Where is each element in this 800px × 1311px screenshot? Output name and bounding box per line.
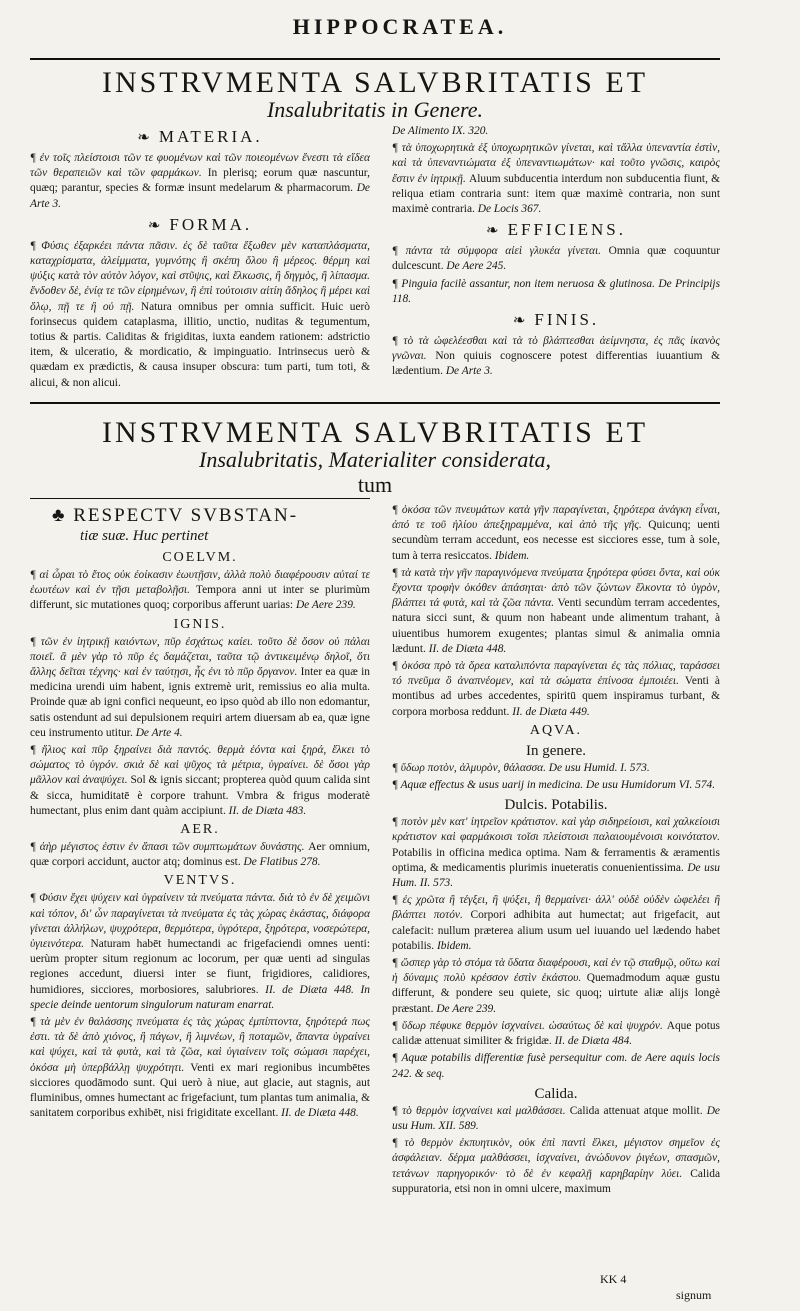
dulcis-paragraph-3: ¶ ὥσπερ γὰρ τὸ στόμα τὰ ὕδατα διαφέρουσι, καὶ ἐν τῷ σταθμῷ, οὕτω καὶ ἡ δύναμις πολὺ κρέσσον ἐστὶν ἑκάστου. Quemadmodum aquæ gustu differunt, & pondere seu quiete, sic quoq; uirtute aliæ alijs longè præstant. De Aere 239.	[392, 957, 720, 1015]
right-paragraph-2: ¶ τὰ κατὰ τὴν γῆν παραγινόμενα πνεύματα ξηρότερα φύσει ὄντα, καὶ οὐκ ἔχοντα τροφὴν ὁκόθεν ἀπάσηται· ἀπὸ τῶν ζώντων ἕλκοντα τὸ ὑγρὸν, βλάπτει τά φυτὰ, καὶ τὰ ζῶα πάντα. Venti secundùm terram accedentes, natura sicci sunt, & quum non habeant unde alimentum trahant, à uiuentibus humorem exugentes; plantas simul & animalia omnia lædunt. II. de Diæta 448.	[392, 566, 720, 655]
right-paragraph-3: ¶ ὁκόσα πρὸ τὰ ὄρεα καταλιπόντα παραγίνεται ἐς τὰς πόλιας, ταράσσει τό πνεῦμα ὃ ἀναπνέομεν, καὶ τὰ σώματα ἐπίνοσα ἐμποιέει. Venti à montibus ad urbes accedentes, spiritū quem inspiramus turbant, & corpora morbosa reddunt. II. de Diæta 449.	[392, 660, 720, 718]
aer-paragraph: ¶ ἀὴρ μέγιστος ἐστιν ἐν ἅπασι τῶν συμπτωμάτων δυνάστης. Aer omnium, quæ corpori accidunt, auctor atq; dominus est. De Flatibus 278.	[30, 841, 370, 869]
calida-paragraph-1: ¶ τὸ θερμὸν ἰσχναίνει καὶ μαλθάσσει. Calida attenuat atque mollit. De usu Hum. XII. 589.	[392, 1104, 720, 1132]
respectu-heading: ♣ RESPECTV SVBSTAN-	[52, 505, 299, 526]
dulcis-paragraph-2: ¶ ἐς χρῶτα ἢ τέγξει, ἢ ψύξει, ἢ θερμαίνει· ἀλλ' οὐδὲ οὐδὲν ὠφελέει ἢ βλάπτει ποτόν. Corpori adhibita aut humectat; aut frigefacit, aut calefacit: nullum præterea alium usum uel iuuando uel lædendo habet potabilis. Ibidem.	[392, 894, 720, 952]
dulcis-heading: Dulcis. Potabilis.	[504, 797, 608, 814]
efficiens-heading: ❧ EFFICIENS.	[486, 220, 626, 240]
fleuron-icon: ❧	[486, 223, 502, 240]
materia-heading: ❧ MATERIA.	[137, 127, 263, 146]
efficiens-paragraph-1: ¶ πάντα τὰ σύμφορα αἰεὶ γλυκέα γίνεται. Omnia quæ coquuntur dulcescunt. De Aere 245.	[392, 245, 720, 273]
signature-mark: KK 4	[600, 1272, 627, 1286]
fleuron-icon: ❧	[137, 130, 153, 146]
aqua-heading: AQVA.	[529, 722, 583, 738]
section1-subtitle: Insalubritatis in Genere.	[266, 97, 484, 122]
fleuron-icon: ❧	[512, 313, 529, 330]
ignis-paragraph-1: ¶ τῶν ἐν ἰητρικῇ καιόντων, πῦρ ἐσχάτως καίει. τοῦτο δὲ ὅσον οὐ πάλαι ποιεῖ. ἃ μὲν γὰρ τὸ πῦρ ἐς δαμάζεται, ταῦτα τῷ ἀντικειμένῳ δηλοῖ, ὅτι ἄλλης δεῖται τέχνης· καὶ ἐν ταύτῃσι, ἧς ἐνι τὸ πῦρ ὄργανον. Inter ea quæ in medicina urendi uim habent, ignis extremè urit, remissius eo alia multa. Proinde quæ ab igni confici nequeunt, eo ipso quòd ab illo non edomantur, satis ostendunt ad sui depulsionem requiri artem diuersam ab ea, quæ igne ceu instrumento utitur. De Arte 4.	[30, 635, 370, 739]
left-rule	[30, 498, 370, 499]
section2-title: INSTRVMENTA SALVBRITATIS ET	[101, 416, 649, 449]
section1-left-column	[30, 124, 370, 393]
in-genere-heading: In genere.	[526, 742, 586, 759]
finis-heading: ❧ FINIS.	[512, 310, 600, 330]
dulcis-paragraph-4: ¶ ὕδωρ πέφυκε θερμὸν ἰσχναίνει. ὡσαύτως δὲ καὶ ψυχρόν. Aque potus calidæ attenuat similiter & frigidæ. II. de Diæta 484.	[392, 1019, 720, 1048]
coelum-heading: COELVM.	[162, 550, 238, 565]
running-head: HIPPOCRATEA.	[292, 14, 508, 39]
middle-rule	[30, 402, 720, 404]
aqua-paragraph-1: ¶ ὕδωρ ποτὸν, ἁλμυρὸν, θάλασσα. De usu Humid. I. 573.	[392, 761, 650, 774]
finis-paragraph: ¶ τὸ τὰ ὠφελέεσθαι καὶ τὰ τὸ βλάπτεσθαι ἀείμνηστα, ἐς πᾶς ἱκανὸς γνῶναι. Non quiuis cognoscere potest differentias iuuantium & lædentium. De Arte 3.	[392, 335, 720, 378]
dulcis-paragraph-1: ¶ ποτὸν μὲν κατ' ἰητρεῖον κράτιστον. καὶ γὰρ σιδηρείοισι, καὶ χαλκείοισι κράτιστον καὶ φαρμάκοισι τοῖσι πλείστοισι παλαιουμένοισι κοινότατον. Potabilis in officina medica optima. Nam & ferramentis & æramentis optima, & medicamentis plurimis inueteratis conuenientissima. De usu Hum. II. 573.	[392, 816, 720, 890]
section2-left-column	[30, 503, 370, 1124]
forma-heading: ❧ FORMA.	[147, 214, 253, 234]
right-paragraph-1: ¶ ὁκόσα τῶν πνευμάτων κατὰ γῆν παραγίνεται, ξηρότερα ἀνάγκη εἶναι, ἀπό τε τοῦ ἡλίου ἀπεξηραμμένα, καὶ ἀπὸ τῆς γῆς. Quicunq; uenti secundùm terram accedunt, eos necesse est sicciores esse, tum à sole, tum à terra resiccatos. Ibidem.	[392, 504, 720, 562]
aqua-paragraph-2: ¶ Aquæ effectus & usus uarij in medicina. De usu Humidorum VI. 574.	[392, 779, 716, 792]
calida-paragraph-2: ¶ τὸ θερμὸν ἐκπυητικὸν, οὐκ ἐπὶ παντὶ ἕλκει, μέγιστον σημεῖον ἐς ἀσφάλειαν. δέρμα μαλθάσσει, ἰσχναίνει, ἀνώδυνον ῥιγέων, σπασμῶν, τετάνων παρηγορικόν· τὸ δὲ ἐν κεφαλῇ καρηβαρίην λύει. Calida suppuratoria, etsi non in omni ulcere, maximum	[392, 1137, 720, 1195]
cont-paragraph: ¶ τὰ ὑποχωρητικὰ ἐξ ὑποχωρητικῶν γίνεται, καὶ τἄλλα ὑπεναντία ἐστὶν, καὶ τὰ ὑπεναντιώματα ἐξ ὑπεναντιωμάτων· καὶ τοῦτο γνῶσις, καιρὸς ἔστιν ἐν ἰητρικῇ. Aluum subducentia interdum non subducentia fiunt, & reliqua etiam contraria sunt: item quæ maximè contraria, non sunt maximè contraria. De Locis 367.	[392, 142, 720, 216]
ignis-paragraph-2: ¶ ἥλιος καὶ πῦρ ξηραίνει διὰ παντός. θερμὰ ἐόντα καὶ ξηρά, ἕλκει τὸ σώματος τὸ ὑγρόν. σκιὰ δὲ καὶ ψῦχος τὰ μέτρια, ὑγραίνει. δὲ ὅσοι γὰρ μᾶλλον καὶ ἀναψύχει. Sol & ignis siccant; propterea quòd quum calida sint & sicca, humiditatē è corpore trahunt. Vmbra & frigus moderatè humectant, plus enim dant quàm accipiunt. II. de Diæta 483.	[30, 744, 370, 817]
materia-paragraph: ¶ ἐν τοῖς πλείστοισι τῶν τε φυομένων καὶ τῶν ποιεομένων ἔνεστι τὰ εἴδεα τῶν θεραπειῶν καὶ τῶν φαρμάκων. In plerisq; eorum quæ nascuntur, quæq; parantur, species & formæ insunt medelarum & pharmacorum. De Arte 3.	[30, 152, 370, 210]
catchword: signum	[676, 1288, 712, 1302]
calida-heading: Calida.	[534, 1085, 578, 1102]
dulcis-paragraph-5: ¶ Aquæ potabilis differentiæ fusè persequitur com. de Aere aquis locis 242. & seq.	[392, 1052, 720, 1080]
coelum-paragraph: ¶ αἱ ὧραι τὸ ἔτος οὐκ ἐοίκασιν ἑωυτῇσιν, ἀλλὰ πολὺ διαφέρουσιν αὐταί τε ἑωυτέων καὶ ἐν τῇσι μεταβολῇσι. Tempora anni ut inter se plurimùm differunt, sic mutationes quoq; corporibus afferunt uarias: De Aere 239.	[30, 569, 370, 612]
efficiens-paragraph-2: ¶ Pinguia facilè assantur, non item neruosa & glutinosa. De Principijs 118.	[392, 277, 720, 305]
aer-heading: AER.	[180, 822, 220, 838]
section2-right-column	[392, 503, 720, 1199]
section1-title: INSTRVMENTA SALVBRITATIS ET	[101, 66, 649, 99]
section1-right-column	[392, 124, 720, 382]
section2-subtitle-2: tum	[357, 472, 393, 497]
ignis-heading: IGNIS.	[173, 616, 227, 632]
forma-ref: De Alimento IX. 320.	[392, 125, 489, 137]
top-rule	[30, 58, 720, 60]
ventus-paragraph-2: ¶ τὰ μὲν ἐν θαλάσσης πνεύματα ἐς τὰς χώρας ἐμπίπτοντα, ξηρότερά πως ἐστι. τὰ δὲ ἀπὸ χιόνος, ἢ πάγων, ἢ λιμνέων, ἢ ποταμῶν, ἅπαντα ὑγραίνει καὶ ψύχει, καὶ τὰ φυτὰ, καὶ τὰ ζῶα, καὶ ὑγιαίνειν τοῖς σώμασι παρέχει, ὁκόσα μὴ ὑπερβάλλῃ ψυχρότητι. Venti ex mari regionibus incumbētes sicciores quodāmodo sunt. Qui uerò à niue, aut glacie, aut stagnis, aut fluminibus, omnes humectant ac frigefaciunt, tum plantas tum animalia, & sanitatem corporibus exhibēt, nisi frigiditate excellant. II. de Diæta 448.	[30, 1016, 370, 1120]
trefoil-icon: ♣	[52, 505, 67, 526]
ventus-heading: VENTVS.	[163, 873, 237, 889]
section2-subtitle: Insalubritatis, Materialiter considerata,	[199, 447, 551, 472]
forma-paragraph: ¶ Φύσις ἐξαρκέει πάντα πᾶσιν. ἐς δὲ ταῦτα ἔξωθεν μὲν καταπλάσματα, καταχρίσματα, ἀλείμματα, γυμνότης ἢ σκέπη ὅλου ἢ μέρεος. θέρμη καὶ ψύξις κατὰ τὸν αὐτὸν λόγον, καὶ στῦψις, καὶ ἕλκωσις, ἢ δηγμὸς, ἢ λίπασμα. ἔνδοθεν δὲ, ἐνίᾳ τε τῶν εἰρημένων, ἢ ἐπὶ τούτοισιν αἰτίη ἄδηλος ἢ μέρει καὶ ὅλῳ, πῇ τε ἢ οὐ πῇ. Natura omnibus per omnia sufficit. Huic uerò forinsecus quidem cataplasma, illitio, unctio, nuditas & tegumentum, totius & partis. Caliditas & frigiditas, iuxta eandem rationem: adstrictio item, & ulceratio, & mordicatio, & impinguatio. Intrinsecus uerò & quædam ex prædictis, & causa insuper obscura: tum parti, tum toti, & alicui, & non alicui.	[30, 239, 370, 389]
ventus-paragraph-1: ¶ Φύσιν ἔχει ψύχειν καὶ ὑγραίνειν τὰ πνεύματα πάντα. διὰ τὸ ἐν δὲ χειμῶνι καὶ τόπον, δι' ὧν παραγίνεται τὰ πνεύματα ἐς τὰς χώρας ἑκάστας, διάφορα γίνεται ἀλλήλων, ψυχρότερα, θερμότερα, ὑγρότερα, ξηρότερα, νοσερώτερα, ὑγιεινότερα. Naturam habēt humectandi ac frigefaciendi omnes uenti: uerùm propter situm regionum ac locorum, per quæ uenti ad singulas regiones accedunt, diuersi inter se fiunt, frigidiores, calidiores, humidiores, sicciores, morbosiores, salubriores. II. de Diæta 448. In specie deinde uentorum singulorum naturam enarrat.	[30, 892, 370, 1011]
respectu-heading-2: tiæ suæ. Huc pertinet	[80, 528, 209, 544]
fleuron-icon: ❧	[147, 217, 164, 234]
